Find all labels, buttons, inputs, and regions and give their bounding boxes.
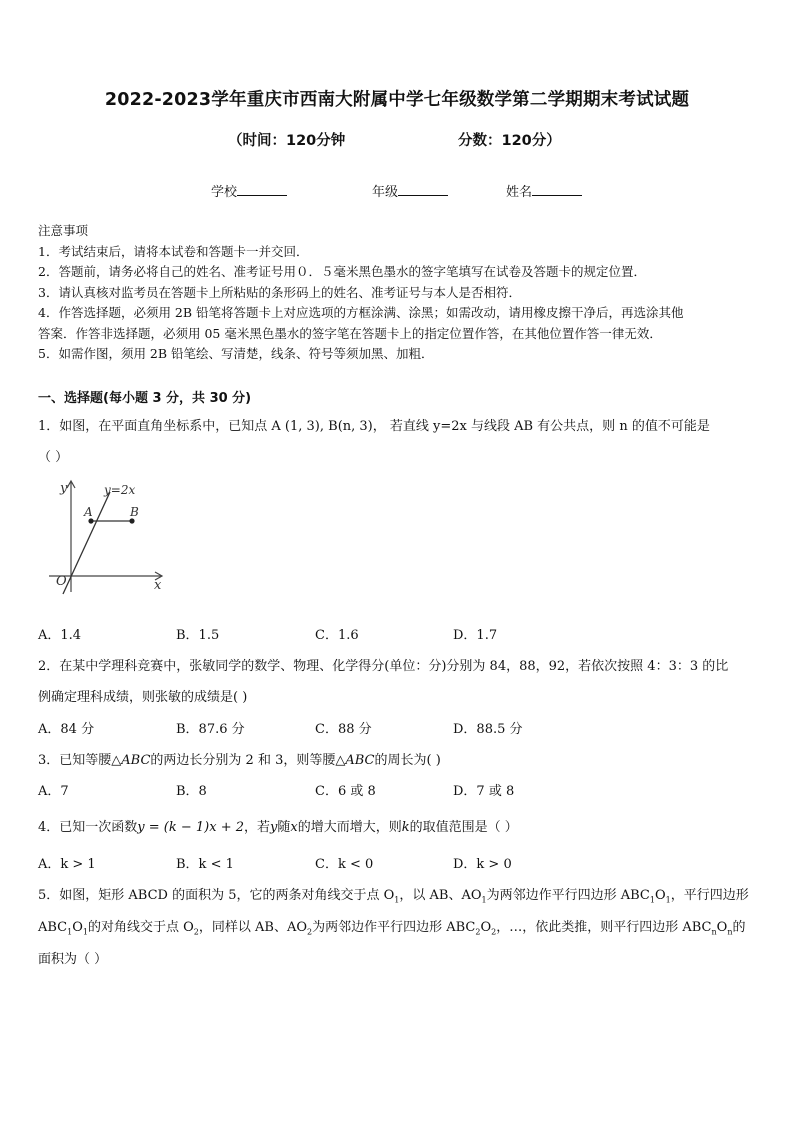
question-5-line1 — [38, 884, 749, 905]
notes-block — [38, 221, 760, 365]
name-field — [506, 181, 582, 200]
q5-text-part: O — [72, 920, 83, 935]
question-3-text — [38, 749, 441, 768]
q4-option-b: B．k < 1 — [176, 857, 234, 872]
q5-text-part: 为两邻边作平行四边形 ABC — [312, 920, 476, 935]
note-item: 5．如需作图，须用 2B 铅笔绘、写清楚，线条、符号等须加黑、加粗． — [38, 346, 434, 361]
q4-option-a: A．k > 1 — [38, 857, 96, 872]
exam-title: 2022-2023学年重庆市西南大附属中学七年级数学第二学期期末考试试题 — [104, 90, 690, 110]
q5-subscript: 1 — [394, 895, 400, 905]
point-b — [129, 518, 134, 523]
q2-option-d: D．88.5 分 — [453, 722, 523, 737]
note-item: 4．作答选择题，必须用 2B 铅笔将答题卡上对应选项的方框涂满、涂黑；如需改动，请用橡皮擦干净后，再选涂其他 — [38, 305, 684, 320]
point-b-label: B — [130, 505, 139, 519]
q4-var-x: x — [290, 820, 298, 835]
name-blank — [532, 183, 582, 196]
q2-option-a: A．84 分 — [38, 722, 95, 737]
question-1-text: 1．如图，在平面直角坐标系中，已知点 A (1, 3), B(n, 3)， 若直线 y=2x 与线段 AB 有公共点，则 n 的值不可能是 — [38, 419, 710, 434]
q3-text-part: 的两边长分别为 2 和 3，则等腰△ — [150, 753, 346, 768]
question-4-text — [38, 816, 518, 835]
q4-text-part: ，若 — [244, 820, 271, 835]
question-5-line2 — [38, 916, 746, 937]
q1-option-b: B．1.5 — [176, 628, 220, 643]
question-5-line3: 面积为（ ） — [38, 952, 108, 967]
q5-subscript: 1 — [67, 927, 73, 937]
q3-option-d: D．7 或 8 — [453, 784, 515, 799]
q4-var-k: k — [401, 820, 410, 835]
exam-score: 分数：120分） — [458, 133, 561, 149]
q4-text-part: 4．已知一次函数 — [38, 820, 138, 835]
x-axis-label: x — [154, 578, 162, 593]
q4-text-part: 的增大而增大，则 — [297, 820, 402, 835]
school-label: 学校 — [211, 185, 238, 200]
q4-text-part: 随 — [277, 820, 291, 835]
q4-option-d: D．k > 0 — [453, 857, 512, 872]
q1-option-a: A．1.4 — [38, 628, 82, 643]
q2-option-b: B．87.6 分 — [176, 722, 245, 737]
note-item: 2．答题前，请务必将自己的姓名、准考证号用０．５毫米黑色墨水的签字笔填写在试卷及答题卡的规定位置． — [38, 264, 646, 279]
q4-var-y: y — [270, 820, 278, 835]
q3-option-b: B．8 — [176, 784, 207, 799]
q5-text-part: ，以 AB、AO — [399, 888, 482, 903]
section-heading: 一、选择题(每小题 3 分，共 30 分) — [38, 391, 252, 406]
point-a-label: A — [84, 505, 93, 519]
q5-subscript: 1 — [481, 895, 487, 905]
q5-subscript: 2 — [491, 927, 497, 937]
q5-subscript: n — [711, 927, 717, 937]
school-blank — [237, 183, 287, 196]
question-1-figure — [44, 478, 174, 602]
q5-text-part: O — [716, 920, 728, 935]
q5-subscript: 2 — [307, 927, 313, 937]
school-field — [211, 181, 287, 200]
q5-text-part: O — [480, 920, 492, 935]
name-label: 姓名 — [506, 185, 533, 200]
note-item: 1．考试结束后，请将本试卷和答题卡一并交回． — [38, 243, 309, 259]
q3-triangle-name: ABC — [345, 753, 375, 768]
q3-text-part: 3．已知等腰△ — [38, 753, 122, 768]
grade-label: 年级 — [372, 185, 399, 200]
q3-option-a: A．7 — [38, 784, 69, 799]
q3-triangle-name: ABC — [121, 753, 151, 768]
q5-text-part: ，…，依此类推，则平行四边形 ABC — [496, 920, 712, 935]
y-axis-label: y — [60, 481, 68, 496]
line-label: y=2x — [104, 483, 136, 497]
question-2-line2: 例确定理科成绩，则张敏的成绩是( ) — [38, 690, 248, 705]
q5-subscript: 1 — [665, 895, 671, 905]
q4-option-c: C．k < 0 — [315, 857, 374, 872]
question-1-paren: （ ） — [38, 450, 69, 465]
coordinate-plane — [44, 478, 174, 598]
q5-text-part: 为两邻边作平行四边形 ABC — [486, 888, 650, 903]
q4-formula: y = (k − 1)x + 2 — [137, 820, 244, 835]
grade-field — [372, 181, 448, 200]
q5-subscript: 1 — [82, 927, 88, 937]
q3-option-c: C．6 或 8 — [315, 784, 376, 799]
q5-text-part: ABC — [38, 920, 68, 935]
q4-text-part: 的取值范围是（ ） — [409, 820, 518, 835]
q2-option-c: C．88 分 — [315, 722, 372, 737]
q5-text-part: ，同样以 AB、AO — [198, 920, 308, 935]
q5-subscript: 1 — [649, 895, 655, 905]
origin-label: O — [56, 574, 67, 589]
note-item: 3．请认真核对监考员在答题卡上所粘贴的条形码上的姓名、准考证号与本人是否相符． — [38, 284, 521, 300]
q5-text-part: 5．如图，矩形 ABCD 的面积为 5，它的两条对角线交于点 O — [38, 888, 395, 903]
grade-blank — [398, 183, 448, 196]
point-a — [88, 518, 93, 523]
q5-subscript: n — [727, 927, 733, 937]
q5-subscript: 2 — [193, 927, 199, 937]
q5-subscript: 2 — [475, 927, 481, 937]
note-item: 答案．作答非选择题，必须用 05 毫米黑色墨水的签字笔在答题卡上的指定位置作答，在其他位置作答一律无效． — [38, 325, 662, 341]
notes-heading: 注意事项 — [38, 223, 89, 238]
q3-text-part: 的周长为( ) — [374, 753, 441, 768]
q5-text-part: 的 — [732, 920, 746, 935]
q5-text-part: O — [654, 888, 666, 903]
q1-option-c: C．1.6 — [315, 628, 359, 643]
question-2-line1: 2．在某中学理科竞赛中，张敏同学的数学、物理、化学得分(单位：分)分别为 84，88，92，若依次按照 4：3：3 的比 — [38, 659, 729, 674]
q1-option-d: D．1.7 — [453, 628, 498, 643]
q5-text-part: 的对角线交于点 O — [88, 920, 194, 935]
q5-text-part: ，平行四边形 — [670, 888, 749, 903]
exam-time: （时间：120分钟 — [228, 133, 346, 149]
